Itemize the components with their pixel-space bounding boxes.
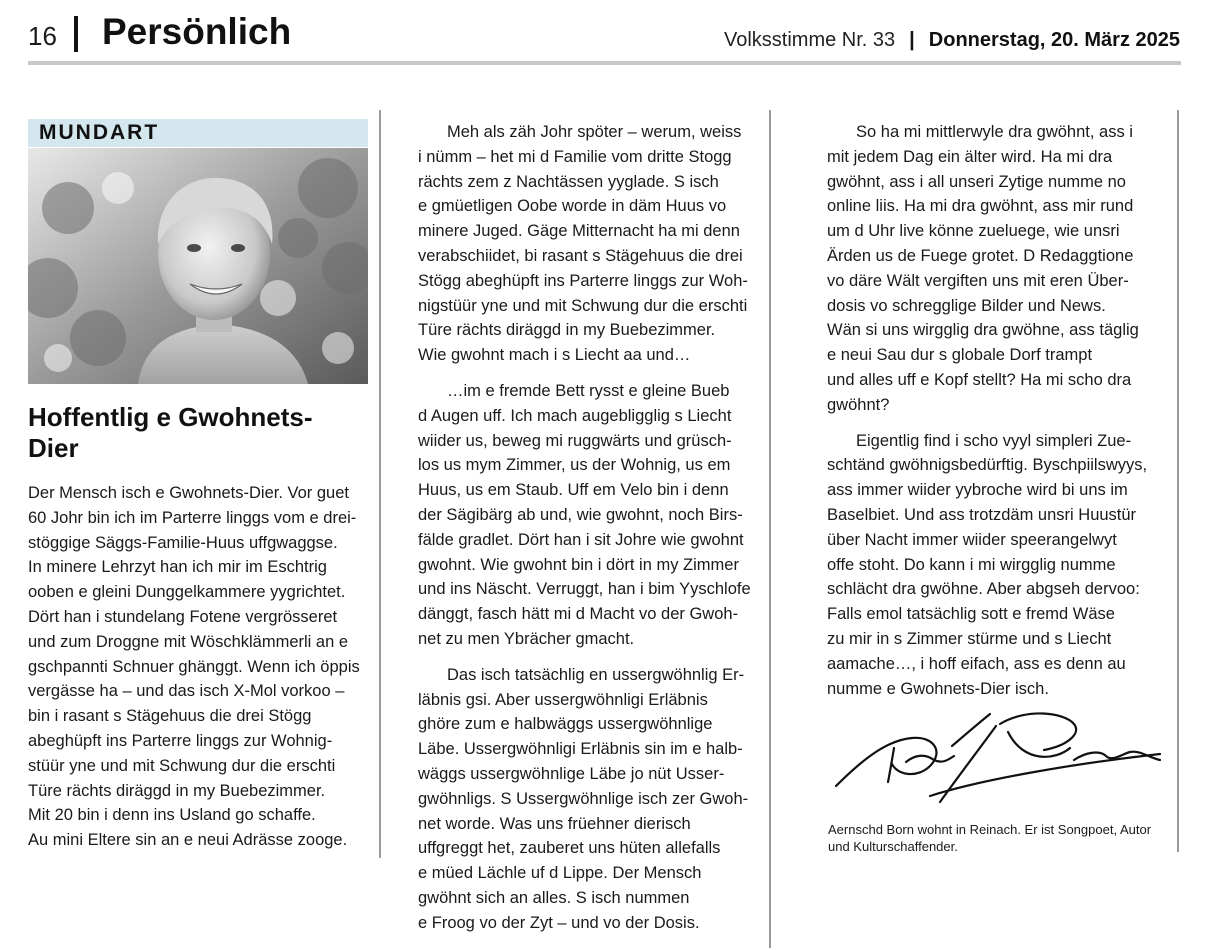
publication-name: Volksstimme Nr. 33 [724,29,896,51]
text-line: online liis. Ha mi dra gwöhnt, ass mir rund [827,197,1134,216]
article-paragraph [28,481,360,853]
text-line: verabschiidet, bi rasant s Stägehuus die drei [418,246,743,265]
column-divider-1 [379,110,381,858]
headline [28,402,368,464]
text-line: Türe rächts diräggd in my Buebezimmer. [418,321,716,340]
text-line: fälde gradlet. Dört han i sit Johre wie gwohnt [418,530,744,549]
text-line: gwöhnt? [827,395,890,414]
article-paragraph [418,120,751,368]
text-line: Stögg abeghüpft ins Parterre linggs zur Woh- [418,271,748,290]
text-line: Mit 20 bin i denn ins Usland go schaffe. [28,806,316,825]
article-paragraph [827,429,1147,702]
text-line: rächts zem z Nachtässen yyglade. S isch [418,172,719,191]
article-paragraph [418,663,751,936]
section-title: Persönlich [102,11,292,52]
kicker-label: MUNDART [28,119,368,147]
text-line: um d Uhr live könne zueluege, wie unsri [827,222,1120,241]
headline-line: Dier [28,433,79,463]
column-divider-3 [1177,110,1179,852]
text-line: stüür yne und mit Schwung dur die erschti [28,756,336,775]
text-line: Ärden us de Fuege grotet. D Redaggtione [827,246,1134,265]
text-line: abeghüpft ins Parterre linggs zur Wohnig- [28,731,333,750]
text-line: gwöhnligs. S Ussergwöhnlige isch zer Gwoh- [418,789,749,808]
text-line: So ha mi mittlerwyle dra gwöhnt, ass i [856,123,1133,141]
text-line: In minere Lehrzyt han ich mir im Eschtrig [28,558,327,577]
text-line: gwöhnt, ass i all unseri Zytige numme no [827,172,1126,191]
text-line: gwohnt. Wie gwohnt bin i dört in my Zimmer [418,555,739,574]
header-divider-bar [74,16,78,52]
text-line: mit jedem Dag ein älter wird. Ha mi dra [827,147,1113,166]
text-line: net zu men Ybrächer gmacht. [418,629,635,648]
text-line: e neui Sau dur s globale Dorf trampt [827,346,1093,365]
text-line: i nümm – het mi d Familie vom dritte Stogg [418,147,732,166]
text-line: Läbe. Ussergwöhnligi Erläbnis sin im e halb- [418,740,743,759]
text-line: offe stoht. Do kann i mi wirgglig numme [827,555,1116,574]
text-line: Der Mensch isch e Gwohnets-Dier. Vor guet [28,484,349,502]
text-line: minere Juged. Gäge Mitternacht ha mi denn [418,222,740,241]
text-line: nigstüür yne und mit Schwung dur die erschti [418,296,748,315]
text-line: Huus, us em Staub. Uff em Velo bin i denn [418,481,729,500]
article-column-3 [827,120,1147,701]
text-line: über Nacht immer wiider speerangelwyt [827,530,1117,549]
text-line: Wie gwohnt mach i s Liecht aa und… [418,346,691,365]
text-line: vo däre Wält vergiften uns mit eren Über- [827,271,1129,290]
text-line: d Augen uff. Ich mach augebligglig s Liecht [418,406,732,425]
text-line: Falls emol tatsächlig sott e fremd Wäse [827,605,1115,624]
portrait-photo [28,148,368,384]
header-meta [724,26,1180,54]
text-line: Dört han i stundelang Fotene vergrösseret [28,607,338,626]
text-line: wäggs ussergwöhnlige Läbe jo nüt Usser- [418,764,725,783]
text-line: gschpannti Schnuer ghänggt. Wenn ich öppis [28,657,360,676]
text-line: dänggt, fasch hätt mi d Macht vo der Gwoh- [418,605,739,624]
text-line: schlächt dra gwöhne. Aber abgseh dervoo: [827,580,1140,599]
text-line: numme e Gwohnets-Dier isch. [827,679,1049,698]
text-line: läbnis gsi. Aber ussergwöhnligi Erläbnis [418,690,708,709]
text-line: 60 Johr bin ich im Parterre linggs vom e drei- [28,508,357,527]
text-line: und zum Droggne mit Wöschklämmerli an e [28,632,349,651]
text-line: Baselbiet. Und ass trotzdäm unsri Huustür [827,505,1137,524]
text-line: vergässe ha – und das isch X-Mol vorkoo – [28,682,345,701]
text-line: ghöre zum e halbwäggs ussergwöhnlige [418,715,713,734]
author-note [828,821,1173,855]
headline-line: Hoffentlig e Gwohnets- [28,402,313,432]
text-line: ooben e gleini Dunggelkammere yygrichtet. [28,583,346,602]
text-line: Eigentlig find i scho vyyl simpleri Zue- [856,431,1132,450]
author-note-line: und Kulturschaffender. [828,839,958,854]
text-line: und ins Näscht. Verruggt, han i bim Yyschlofe [418,580,751,599]
text-line: zu mir in s Zimmer stürme und s Liecht [827,629,1112,648]
text-line: wiider us, beweg mi ruggwärts und grüsch- [418,431,732,450]
article-paragraph [418,379,751,652]
handwritten-signature [830,704,1170,814]
text-line: Au mini Eltere sin an e neui Adrässe zooge. [28,831,348,850]
text-line: los us mym Zimmer, us der Wohnig, us em [418,456,731,475]
text-line: net worde. Was uns früehner dierisch [418,814,691,833]
text-line: bin i rasant s Stägehuus die drei Stögg [28,707,312,726]
text-line: e gmüetligen Oobe worde in däm Huus vo [418,197,727,216]
text-line: aamache…, i hoff eifach, ass es denn au [827,654,1126,673]
page-number: 16 [28,21,57,51]
article-column-1 [28,481,360,853]
column-divider-2 [769,110,771,948]
article-column-2 [418,120,751,936]
text-line: gwöhnt sich an alles. S isch nummen [418,888,690,907]
author-note-line: Aernschd Born wohnt in Reinach. Er ist Songpoet, Autor [828,822,1152,837]
text-line: ass immer wiider yybroche wird bi uns im [827,481,1128,500]
text-line: und alles uff e Kopf stellt? Ha mi scho dra [827,370,1132,389]
text-line: e Froog vo der Zyt – und vo der Dosis. [418,913,700,932]
text-line: …im e fremde Bett rysst e gleine Bueb [447,381,730,400]
publication-date: Donnerstag, 20. März 2025 [928,29,1180,51]
header-separator: | [909,29,915,51]
text-line: uffgreggt het, zauberet uns hüten allefalls [418,839,721,858]
text-line: schtänd gwöhnigsbedürftig. Byschpiilswyys, [827,456,1148,475]
text-line: Das isch tatsächlig en ussergwöhnlig Er- [447,665,745,684]
text-line: der Sägibärg ab und, wie gwohnt, noch Birs- [418,505,743,524]
header-rule [28,61,1181,65]
text-line: stöggige Säggs-Familie-Huus uffgwaggse. [28,533,338,552]
text-line: e müed Lächle uf d Lippe. Der Mensch [418,864,702,883]
text-line: Türe rächts diräggd in my Buebezimmer. [28,781,326,800]
text-line: dosis vo schregglige Bilder und News. [827,296,1106,315]
article-paragraph [827,120,1147,418]
text-line: Meh als zäh Johr spöter – werum, weiss [447,123,742,141]
text-line: Wän si uns wirgglig dra gwöhne, ass täglig [827,321,1139,340]
